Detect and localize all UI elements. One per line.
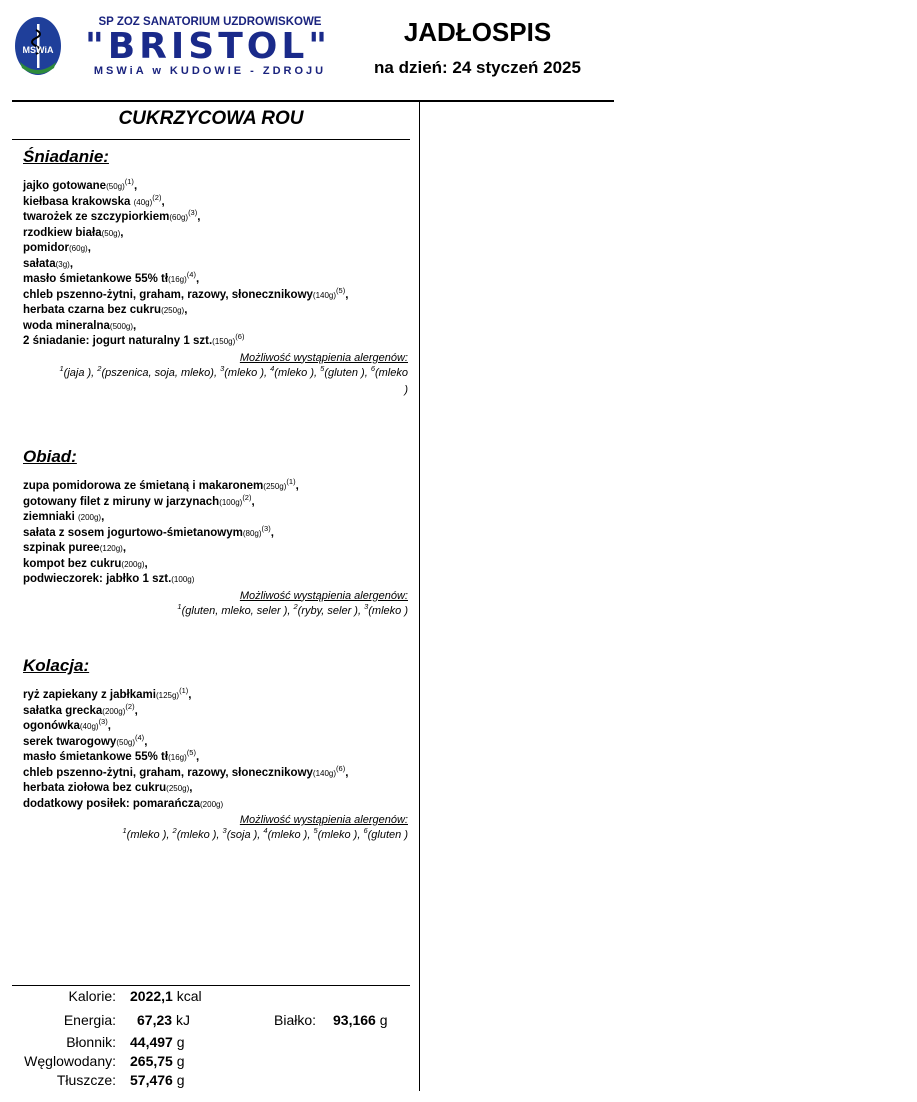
nutrition-unit: kcal [176, 988, 202, 1004]
nutrition-amount: 93,166 [333, 1012, 376, 1028]
item-name: sałatka grecka [23, 704, 103, 717]
allergen-entry [97, 363, 214, 379]
allergen-text: (gluten ) [324, 366, 365, 379]
menu-item [23, 719, 408, 735]
item-name: ogonówka [23, 720, 80, 732]
allergen-entry [293, 601, 358, 617]
menu-item [23, 510, 408, 526]
allergen-entry [364, 601, 408, 617]
allergen-number: 3 [222, 826, 227, 835]
allergen-text: (pszenica, soja, mleko) [101, 366, 214, 379]
mswia-logo [14, 16, 62, 76]
menu-item [23, 557, 408, 573]
allergen-entry [363, 826, 408, 841]
item-weight: (250g) [263, 482, 287, 491]
item-weight: (200g) [77, 513, 102, 522]
allergen-entry [222, 826, 258, 841]
meal-heading: Kolacja: [23, 656, 90, 675]
menu-item [23, 319, 408, 335]
item-weight: (200g) [121, 559, 145, 569]
org-line3: MSWiA w KUDOWIE - ZDROJU [93, 65, 327, 77]
item-weight: (200g) [102, 706, 126, 716]
item-name: herbata ziołowa bez cukru [23, 782, 167, 794]
item-separator: , [107, 720, 111, 732]
allergen-ref: (1) [124, 177, 134, 186]
item-separator: , [133, 180, 138, 192]
item-separator: , [101, 511, 105, 523]
item-weight: (16g) [168, 275, 187, 284]
allergen-number: 3 [364, 601, 369, 611]
meal-section [23, 656, 408, 844]
item-separator: , [120, 226, 124, 239]
item-separator: , [197, 211, 201, 223]
allergen-list: $^1$(jaja ), $^2$(pszenica, soja, mleko), $^3$(mleko ), $^4$(mleko ), $^5$(gluten ), $^6$(mleko ) [59, 363, 408, 396]
item-separator: , [251, 495, 255, 508]
nutrition-amount: 57,476 [130, 1072, 173, 1088]
item-separator: , [195, 751, 200, 763]
allergen-entry [263, 826, 308, 841]
org-name: "BRISTOL" [84, 26, 332, 67]
allergen-entry [59, 363, 92, 379]
allergen-ref: (5) [336, 285, 346, 295]
nutrition-label-tluszcze: Tłuszcze: [56, 1072, 116, 1088]
item-name: zupa pomidorowa ze śmietaną i makaronem [23, 480, 264, 492]
nutrition-label-weglowodany: Węglowodany: [24, 1053, 116, 1069]
menu-item [23, 334, 408, 350]
nutrition-unit: g [176, 1034, 185, 1050]
item-weight: (50g) [106, 182, 125, 191]
allergen-label: Możliwość wystąpienia alergenów: [239, 814, 408, 826]
nutrition-amount: 2022,1 [130, 988, 173, 1004]
item-name: chleb pszenno-żytni, graham, razowy, słonecznikowy [23, 288, 313, 301]
nutrition-label-bialko: Białko: [274, 1012, 317, 1028]
nutrition-unit: g [176, 1053, 185, 1069]
meal-section [23, 447, 408, 620]
column-divider [419, 101, 420, 1091]
allergen-ref: (2) [152, 192, 162, 202]
nutrition-value-tluszcze [130, 1072, 185, 1089]
item-separator: , [345, 766, 349, 779]
item-separator: , [144, 735, 148, 748]
allergen-text: (mleko ) [368, 604, 408, 617]
meal-section [23, 147, 408, 399]
allergen-list: $^1$(mleko ), $^2$(mleko ), $^3$(soja ), $^4$(mleko ), $^5$(mleko ), $^6$(gluten ) [122, 826, 408, 841]
item-weight: (125g) [155, 691, 180, 700]
menu-item [23, 763, 408, 782]
item-name: dodatkowy posiłek: pomarańcza [23, 797, 201, 810]
item-name: gotowany filet z miruny w jarzynach [23, 495, 220, 508]
allergen-text: (mleko ) [317, 829, 358, 841]
item-name: chleb pszenno-żytni, graham, razowy, słonecznikowy [23, 766, 313, 779]
item-name: 2 śniadanie: jogurt naturalny 1 szt. [23, 335, 213, 347]
item-name: kiełbasa krakowska [23, 195, 134, 208]
menu-item [23, 192, 408, 211]
item-name: woda mineralna [23, 319, 110, 332]
nutrition-amount: 265,75 [130, 1053, 173, 1069]
allergen-number: 2 [293, 601, 298, 611]
allergen-list: $^1$(gluten, mleko, seler ), $^2$(ryby, seler ), $^3$(mleko ) [177, 601, 408, 617]
item-separator: , [270, 526, 274, 539]
item-weight: (3g) [55, 259, 70, 269]
meal-heading: Śniadanie: [23, 147, 109, 166]
allergen-text: (soja ) [226, 829, 258, 841]
menu-item [23, 179, 408, 195]
menu-item [23, 241, 408, 257]
item-weight: (50g) [116, 737, 136, 747]
allergen-entry [220, 363, 264, 379]
allergen-ref: (2) [125, 701, 135, 711]
page-title: JADŁOSPIS [403, 17, 552, 47]
item-weight: (40g) [79, 722, 99, 731]
diet-name: CUKRZYCOWA ROU [118, 108, 304, 129]
allergen-number: 5 [320, 363, 325, 373]
allergen-number: 4 [270, 363, 275, 373]
item-name: kompot bez cukru [23, 557, 122, 570]
item-name: szpinak puree [23, 542, 100, 554]
header-divider [12, 100, 614, 102]
menu-item [23, 492, 408, 511]
item-weight: (150g) [212, 337, 236, 346]
org-line1: SP ZOZ SANATORIUM UZDROWISKOWE [98, 16, 322, 28]
allergen-text: (mleko ) [126, 829, 167, 841]
allergen-text: (mleko ) [374, 366, 408, 396]
allergen-number: 1 [177, 601, 182, 611]
item-weight: (500g) [109, 321, 134, 331]
menu-date: na dzień: 24 styczeń 2025 [374, 58, 581, 77]
allergen-ref: (3) [188, 208, 198, 217]
allergen-text: (mleko ) [224, 366, 264, 379]
menu-item [23, 523, 408, 542]
item-weight: (140g) [312, 290, 337, 300]
allergen-number: 1 [122, 826, 127, 835]
nutrition-value-bialko [333, 1012, 388, 1029]
item-name: sałata z sosem jogurtowo-śmietanowym [23, 526, 243, 539]
menu-item [23, 257, 408, 273]
allergen-number: 6 [370, 363, 375, 373]
allergen-ref: (3) [261, 523, 271, 533]
allergen-entry [370, 363, 408, 396]
item-separator: , [122, 542, 127, 554]
menu-item [23, 781, 408, 797]
nutrition-label-energia: Energia: [63, 1012, 116, 1028]
allergen-number: 2 [172, 826, 177, 835]
allergen-ref: (1) [179, 686, 189, 695]
item-weight: (16g) [168, 753, 187, 762]
item-separator: , [134, 704, 138, 717]
nutrition-amount: 67,23 [137, 1012, 173, 1028]
item-name: herbata czarna bez cukru [23, 304, 162, 316]
allergen-ref: (4) [186, 270, 196, 279]
item-name: pomidor [23, 242, 69, 254]
item-name: rzodkiew biała [23, 226, 102, 239]
item-weight: (120g) [99, 544, 123, 553]
menu-item [23, 541, 408, 557]
allergen-text: (jaja ) [63, 366, 92, 379]
item-separator: , [161, 195, 165, 208]
item-separator: , [133, 319, 137, 332]
item-name: masło śmietankowe 55% tł [23, 273, 169, 285]
allergen-ref: (3) [98, 717, 108, 726]
allergen-entry [172, 826, 217, 841]
item-name: ziemniaki [23, 511, 78, 523]
item-separator: , [345, 288, 349, 301]
item-weight: (140g) [312, 768, 337, 778]
item-name: ryż zapiekany z jabłkami [23, 689, 156, 701]
item-name: twarożek ze szczypiorkiem [23, 211, 170, 223]
menu-item [23, 688, 408, 704]
item-weight: (50g) [101, 228, 121, 238]
nutrition-unit: g [176, 1072, 185, 1088]
item-weight: (40g) [133, 197, 153, 207]
menu-item [23, 210, 408, 226]
menu-item [23, 272, 408, 288]
item-name: podwieczorek: jabłko 1 szt. [23, 573, 172, 585]
item-weight: (100g) [171, 575, 195, 584]
item-separator: , [87, 242, 91, 254]
logo-text: MSWiA [22, 45, 54, 55]
nutrition-divider [12, 985, 410, 986]
allergen-ref: (4) [135, 732, 145, 742]
menu-item [23, 572, 408, 588]
item-weight: (100g) [219, 497, 243, 507]
nutrition-value-blonnik [130, 1034, 185, 1051]
allergen-ref: (1) [286, 477, 296, 486]
nutrition-value-energia [137, 1012, 190, 1029]
item-name: serek twarogowy [23, 735, 117, 748]
nutrition-label-blonnik: Błonnik: [66, 1034, 116, 1050]
item-separator: , [188, 689, 192, 701]
allergen-text: (mleko ) [274, 366, 315, 379]
nutrition-value-weglowodany [130, 1053, 185, 1070]
item-weight: (60g) [69, 244, 88, 253]
diet-divider [12, 139, 410, 140]
allergen-ref: (5) [186, 748, 196, 757]
menu-item [23, 732, 408, 751]
item-name: sałata [23, 257, 56, 270]
allergen-text: (ryby, seler ) [297, 604, 358, 617]
allergen-entry [320, 363, 365, 379]
item-weight: (80g) [242, 528, 262, 538]
allergen-number: 1 [59, 363, 64, 373]
allergen-label: Możliwość wystąpienia alergenów: [239, 351, 408, 364]
meal-heading: Obiad: [23, 447, 77, 466]
allergen-text: (gluten ) [367, 829, 408, 841]
allergen-number: 2 [97, 363, 102, 373]
menu-item [23, 479, 408, 495]
allergen-number: 5 [313, 826, 318, 835]
item-separator: , [69, 257, 74, 270]
menu-item [23, 750, 408, 766]
allergen-text: (mleko ) [176, 829, 217, 841]
item-separator: , [144, 557, 148, 570]
allergen-label: Możliwość wystąpienia alergenów: [239, 589, 408, 602]
nutrition-label-kalorie: Kalorie: [68, 988, 116, 1004]
menu-item [23, 285, 408, 304]
item-weight: (60g) [169, 213, 189, 222]
nutrition-value-kalorie [130, 988, 202, 1005]
menu-item [23, 797, 408, 813]
allergen-entry [122, 826, 167, 841]
nutrition-unit: g [379, 1012, 388, 1028]
nutrition-amount: 44,497 [130, 1034, 173, 1050]
item-separator: , [295, 480, 299, 492]
allergen-entry [270, 363, 315, 379]
item-name: masło śmietankowe 55% tł [23, 751, 169, 763]
allergen-entry [177, 601, 288, 617]
menu-item [23, 226, 408, 242]
allergen-ref: (6) [336, 763, 346, 773]
allergen-text: (mleko ) [267, 829, 308, 841]
item-weight: (250g) [166, 784, 190, 793]
allergen-number: 3 [220, 363, 225, 373]
allergen-number: 6 [363, 826, 368, 835]
allergen-number: 4 [263, 826, 268, 835]
item-separator: , [184, 304, 188, 316]
allergen-ref: (2) [242, 492, 252, 502]
item-name: jajko gotowane [23, 180, 107, 192]
item-weight: (200g) [200, 799, 224, 809]
allergen-ref: (6) [235, 332, 245, 341]
item-separator: , [195, 273, 200, 285]
menu-item [23, 701, 408, 720]
item-weight: (250g) [161, 306, 185, 315]
allergen-entry [313, 826, 358, 841]
item-separator: , [189, 782, 193, 794]
menu-item [23, 303, 408, 319]
nutrition-unit: kJ [175, 1012, 190, 1028]
allergen-text: (gluten, mleko, seler ) [181, 604, 288, 617]
